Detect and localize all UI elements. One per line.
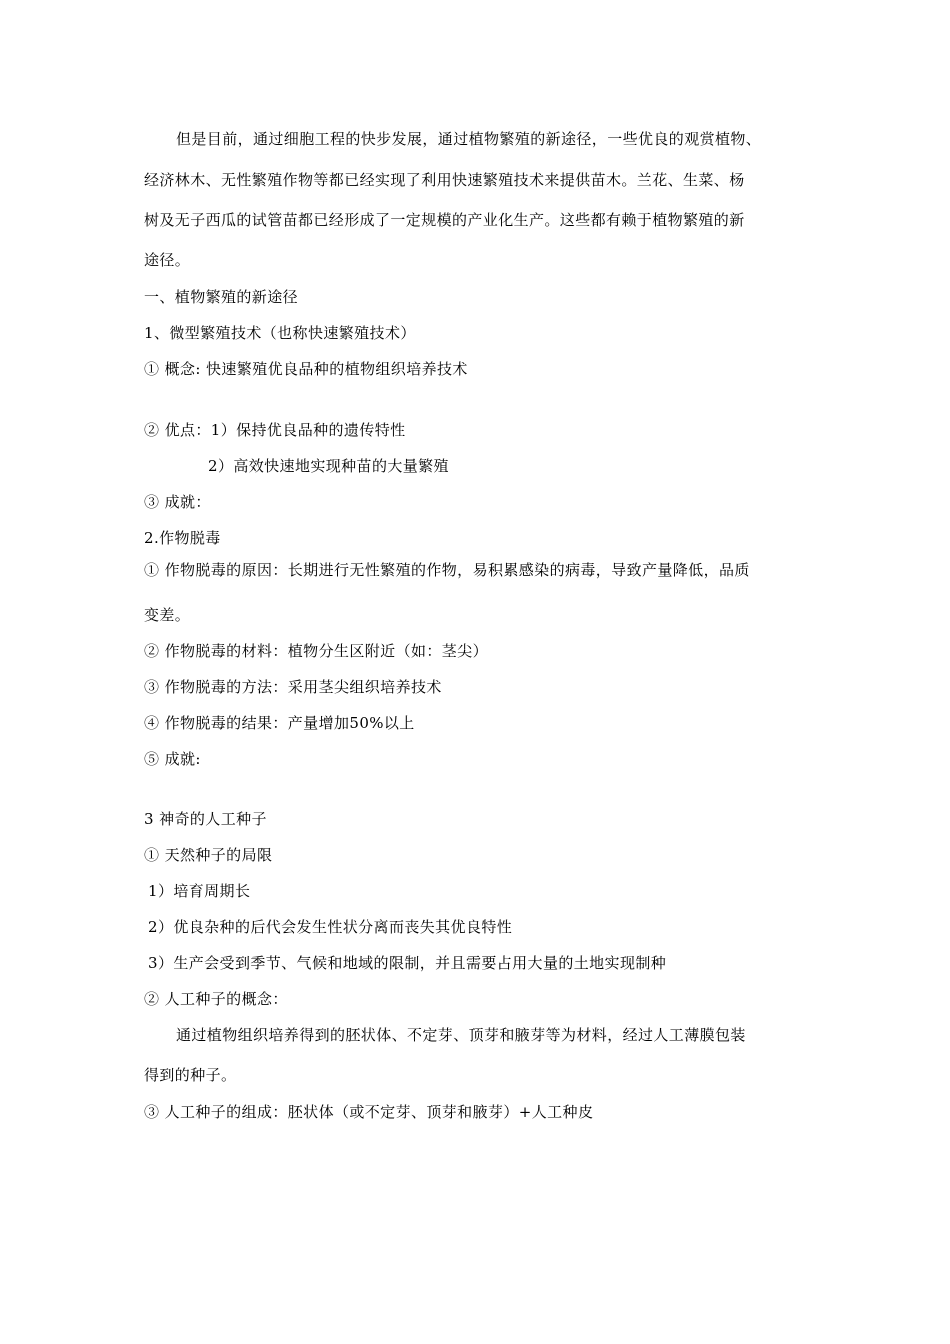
s3-limit-2: 2）优良杂种的后代会发生性状分离而丧失其优良特性 — [148, 918, 513, 936]
s3-limit-3: 3）生产会受到季节、气候和地域的限制，并且需要占用大量的土地实现制种 — [148, 954, 667, 972]
s3-title: 3 神奇的人工种子 — [144, 810, 267, 828]
s2-reason-line-2: 变差。 — [144, 606, 191, 624]
s3-limit-1: 1）培育周期长 — [148, 882, 251, 900]
s2-result: ④ 作物脱毒的结果：产量增加50%以上 — [144, 714, 415, 732]
s3-concept-line-1: 通过植物组织培养得到的胚状体、不定芽、顶芽和腋芽等为材料，经过人工薄膜包装 — [176, 1026, 746, 1044]
s1-title: 1、微型繁殖技术（也称快速繁殖技术） — [144, 324, 416, 342]
s1-concept: ① 概念: 快速繁殖优良品种的植物组织培养技术 — [144, 360, 468, 378]
s3-concept-line-2: 得到的种子。 — [144, 1066, 237, 1084]
s3-limit-title: ① 天然种子的局限 — [144, 846, 273, 864]
s2-reason-line-1: ① 作物脱毒的原因：长期进行无性繁殖的作物，易积累感染的病毒，导致产量降低，品质 — [144, 561, 750, 579]
s2-title: 2.作物脱毒 — [144, 529, 221, 547]
s1-achievement: ③ 成就： — [144, 493, 211, 511]
section-title: 一、植物繁殖的新途径 — [144, 288, 299, 306]
intro-line-1: 但是目前，通过细胞工程的快步发展，通过植物繁殖的新途径，一些优良的观赏植物、 — [176, 130, 762, 148]
s2-material: ② 作物脱毒的材料：植物分生区附近（如：茎尖） — [144, 642, 488, 660]
s1-advantage-2: 2）高效快速地实现种苗的大量繁殖 — [208, 457, 449, 475]
s1-advantage-1: ② 优点：1）保持优良品种的遗传特性 — [144, 421, 406, 439]
intro-line-4: 途径。 — [144, 251, 191, 269]
intro-line-2: 经济林木、无性繁殖作物等都已经实现了利用快速繁殖技术来提供苗木。兰花、生菜、杨 — [144, 171, 745, 189]
s2-method: ③ 作物脱毒的方法：采用茎尖组织培养技术 — [144, 678, 442, 696]
s3-composition: ③ 人工种子的组成：胚状体（或不定芽、顶芽和腋芽）+人工种皮 — [144, 1103, 594, 1121]
s3-concept-title: ② 人工种子的概念： — [144, 990, 288, 1008]
intro-line-3: 树及无子西瓜的试管苗都已经形成了一定规模的产业化生产。这些都有赖于植物繁殖的新 — [144, 211, 745, 229]
s2-achievement: ⑤ 成就: — [144, 750, 201, 768]
